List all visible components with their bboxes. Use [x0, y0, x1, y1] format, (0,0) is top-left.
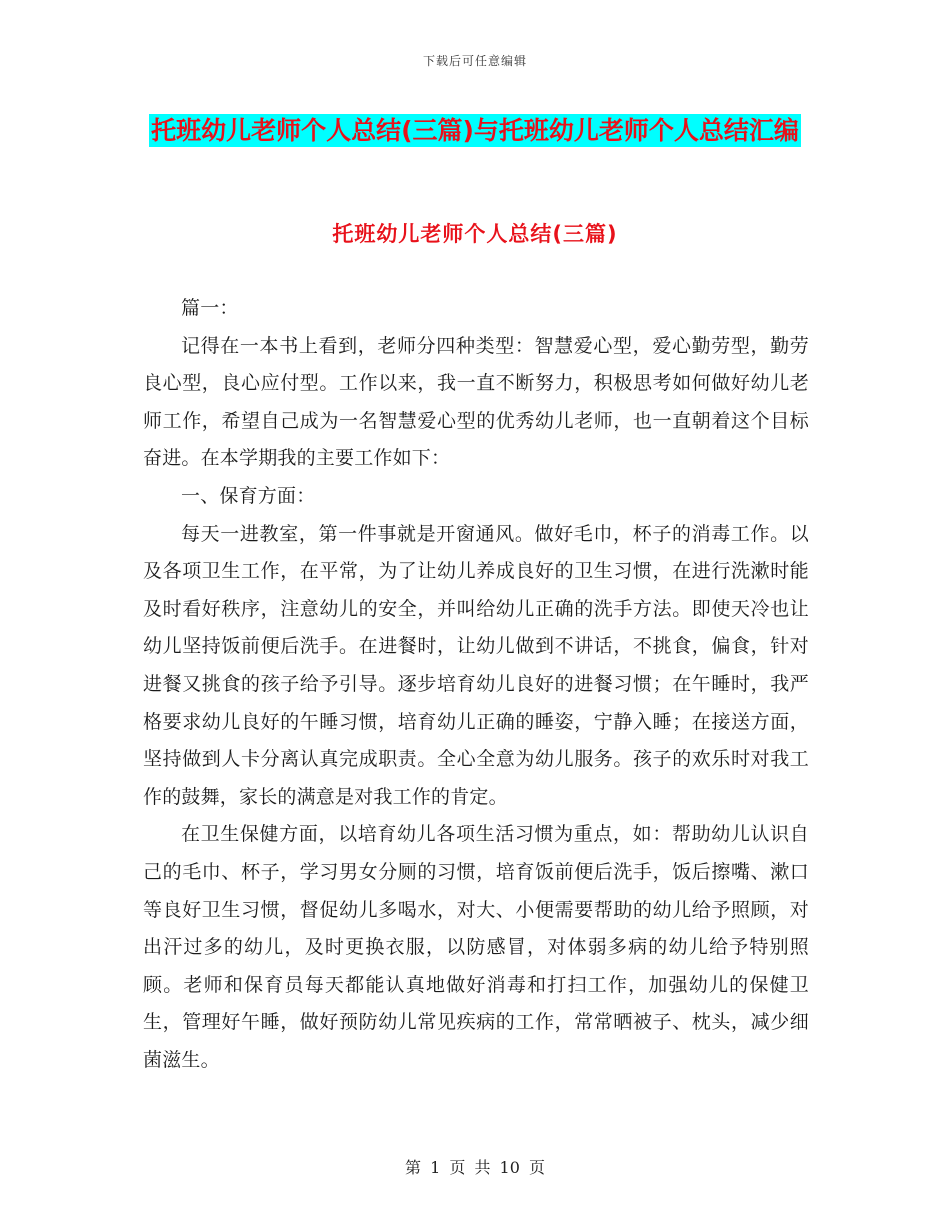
paragraph: 记得在一本书上看到，老师分四种类型：智慧爱心型，爱心勤劳型，勤劳良心型，良心应付型。工作以来，我一直不断努力，积极思考如何做好幼儿老师工作，希望自己成为一名智慧爱心型的优秀幼儿老师，也一直朝着这个目标奋进。在本学期我的主要工作如下：	[143, 334, 809, 470]
header-note: 下载后可任意编辑	[422, 54, 527, 68]
body-text	[143, 290, 809, 1079]
paragraph: 篇一：	[181, 297, 239, 319]
main-title-text: 托班幼儿老师个人总结(三篇)与托班幼儿老师个人总结汇编	[151, 116, 799, 145]
page-footer: 第 1 页 共 10 页	[405, 1158, 545, 1177]
paragraph: 在卫生保健方面，以培育幼儿各项生活习惯为重点，如：帮助幼儿认识自己的毛巾、杯子，学习男女分厕的习惯，培育饭前便后洗手，饭后擦嘴、漱口等良好卫生习惯，督促幼儿多喝水，对大、小便需要帮助的幼儿给予照顾，对出汗过多的幼儿，及时更换衣服，以防感冒，对体弱多病的幼儿给予特别照顾。老师和保育员每天都能认真地做好消毒和打扫工作，加强幼儿的保健卫生，管理好午睡，做好预防幼儿常见疾病的工作，常常晒被子、枕头，减少细菌滋生。	[143, 823, 809, 1071]
section-title: 托班幼儿老师个人总结(三篇)	[332, 222, 618, 246]
paragraph: 每天一进教室，第一件事就是开窗通风。做好毛巾，杯子的消毒工作。以及各项卫生工作，在平常，为了让幼儿养成良好的卫生习惯，在进行洗漱时能及时看好秩序，注意幼儿的安全，并叫给幼儿正确的洗手方法。即使天冷也让幼儿坚持饭前便后洗手。在进餐时，让幼儿做到不讲话，不挑食，偏食，针对进餐又挑食的孩子给予引导。逐步培育幼儿良好的进餐习惯；在午睡时，我严格要求幼儿良好的午睡习惯，培育幼儿正确的睡姿，宁静入睡；在接送方面，坚持做到人卡分离认真完成职责。全心全意为幼儿服务。孩子的欢乐时对我工作的鼓舞，家长的满意是对我工作的肯定。	[143, 522, 809, 808]
main-title	[130, 108, 820, 154]
paragraph: 一、保育方面：	[181, 484, 316, 507]
